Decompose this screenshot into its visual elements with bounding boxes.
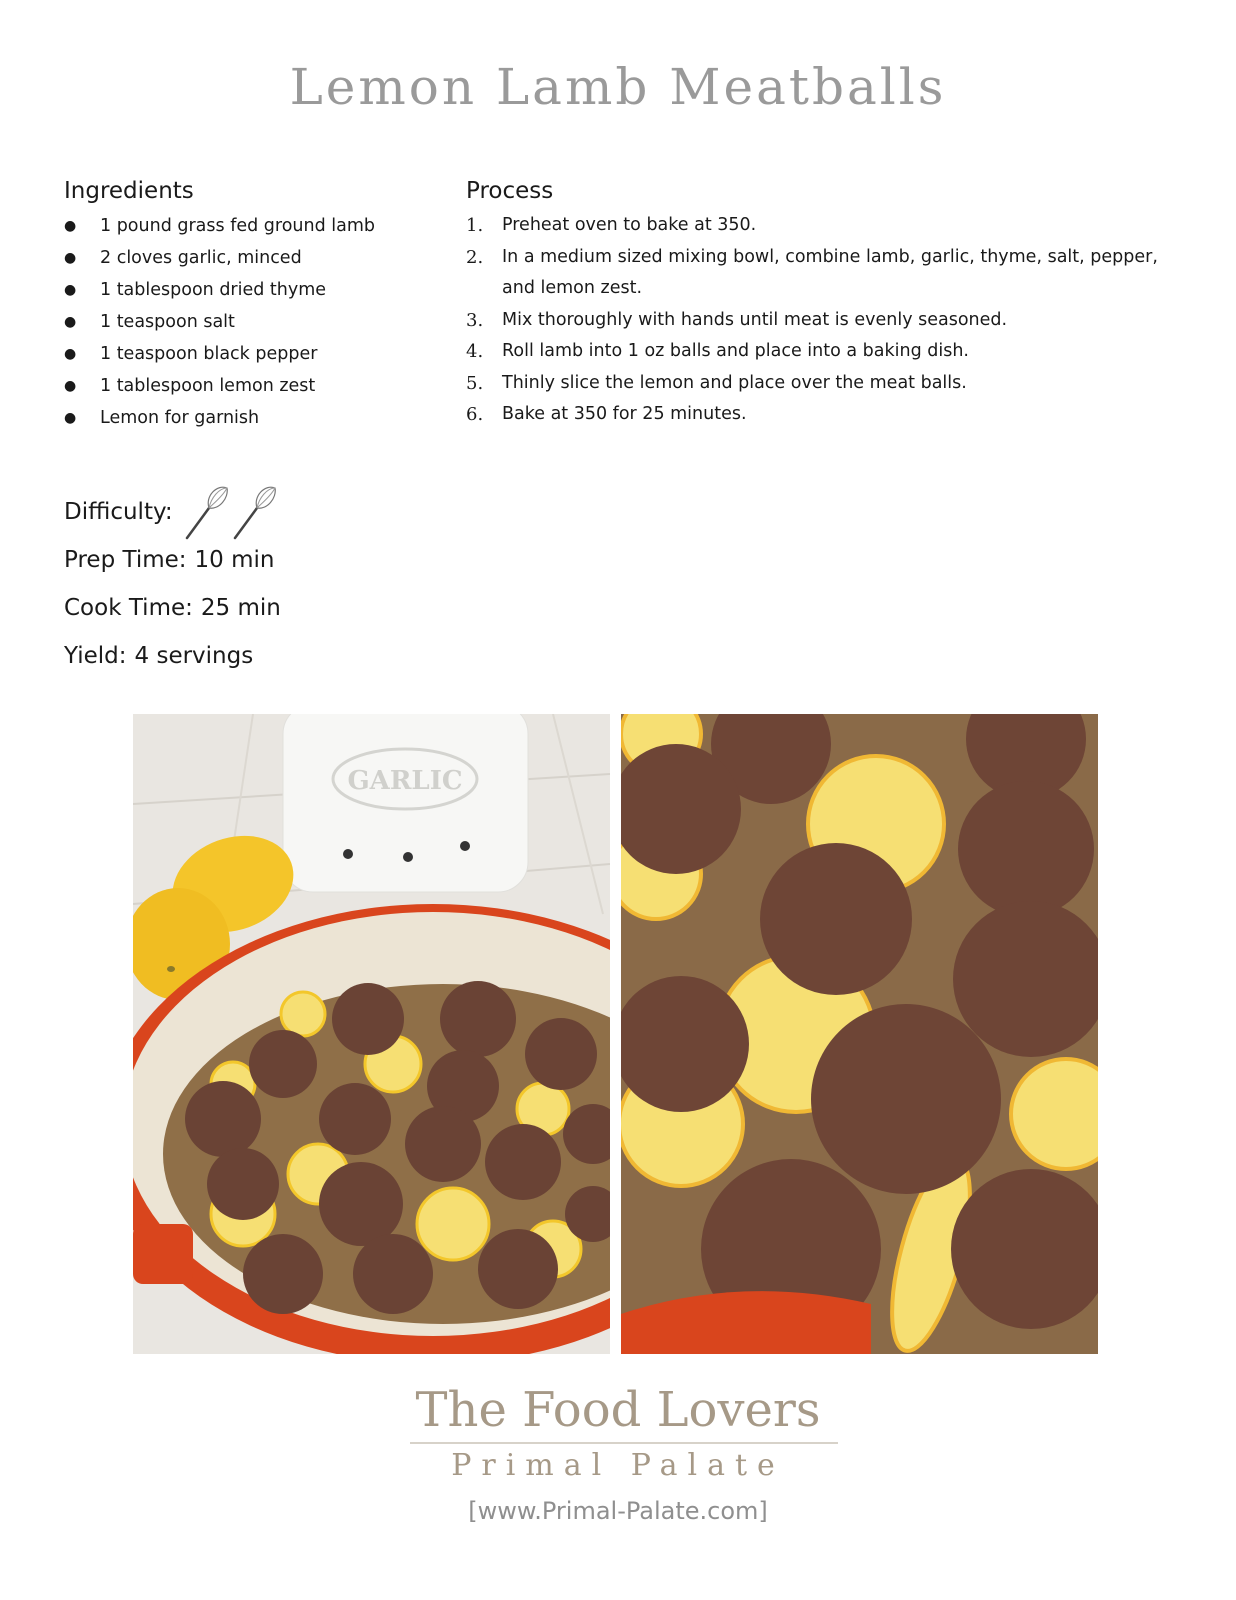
process-step bbox=[466, 242, 1166, 305]
step-text: Thinly slice the lemon and place over the meat balls. bbox=[502, 372, 967, 393]
ingredients-list bbox=[64, 210, 434, 434]
prep-time-row bbox=[64, 536, 281, 584]
bullet-icon: ● bbox=[64, 314, 77, 330]
process-steps bbox=[466, 210, 1166, 431]
bullet-icon: ● bbox=[64, 250, 77, 266]
recipe-title: Lemon Lamb Meatballs bbox=[289, 58, 947, 116]
ingredient-text: 1 tablespoon dried thyme bbox=[100, 280, 327, 300]
whisk-icon bbox=[183, 482, 231, 542]
process-step bbox=[466, 210, 1166, 242]
ingredients-section bbox=[64, 178, 434, 434]
ingredient-text: Lemon for garnish bbox=[100, 408, 260, 428]
bullet-icon: ● bbox=[64, 282, 77, 298]
footer-divider bbox=[410, 1442, 838, 1444]
step-text: Bake at 350 for 25 minutes. bbox=[502, 404, 747, 424]
footer-subbrand: Primal Palate bbox=[451, 1448, 785, 1483]
photo-meatballs-closeup bbox=[621, 714, 1098, 1354]
process-step bbox=[466, 336, 1166, 368]
yield-row bbox=[64, 632, 281, 680]
ingredient-item bbox=[64, 242, 434, 274]
bullet-icon: ● bbox=[64, 410, 77, 426]
ingredients-heading: Ingredients bbox=[64, 178, 194, 204]
bullet-icon: ● bbox=[64, 378, 77, 394]
process-step bbox=[466, 305, 1166, 337]
prep-time-label: Prep Time: bbox=[64, 547, 187, 573]
ingredient-item bbox=[64, 306, 434, 338]
ingredient-item bbox=[64, 402, 434, 434]
process-step bbox=[466, 399, 1166, 431]
photo-pan-overview bbox=[133, 714, 610, 1354]
step-text: Roll lamb into 1 oz balls and place into a baking dish. bbox=[502, 341, 969, 361]
ingredient-text: 1 teaspoon salt bbox=[100, 312, 235, 332]
cook-time-value: 25 min bbox=[200, 595, 281, 621]
ingredient-text: 1 teaspoon black pepper bbox=[100, 344, 318, 364]
ingredient-item bbox=[64, 338, 434, 370]
process-heading: Process bbox=[466, 178, 554, 204]
footer-brand: The Food Lovers bbox=[415, 1382, 821, 1438]
step-number: 1. bbox=[466, 215, 484, 236]
jar-label: GARLIC bbox=[347, 766, 463, 796]
garlic-jar bbox=[283, 714, 528, 892]
difficulty-rating bbox=[183, 482, 279, 542]
ingredient-item bbox=[64, 274, 434, 306]
yield-value: 4 servings bbox=[134, 643, 254, 669]
difficulty-row bbox=[64, 488, 281, 536]
process-section bbox=[466, 178, 1166, 431]
ingredient-text: 1 tablespoon lemon zest bbox=[100, 376, 316, 396]
step-number: 5. bbox=[466, 372, 484, 394]
bullet-icon: ● bbox=[64, 346, 77, 362]
whisk-icon bbox=[231, 482, 279, 542]
ingredient-text: 1 pound grass fed ground lamb bbox=[100, 216, 376, 236]
step-text: Mix thoroughly with hands until meat is evenly seasoned. bbox=[502, 309, 1008, 330]
ingredient-item bbox=[64, 370, 434, 402]
ingredient-text: 2 cloves garlic, minced bbox=[100, 248, 302, 268]
step-number: 3. bbox=[466, 309, 484, 331]
step-number: 6. bbox=[466, 404, 484, 425]
cook-time-row bbox=[64, 584, 281, 632]
step-number: 4. bbox=[466, 341, 484, 362]
step-text: In a medium sized mixing bowl, combine lamb, garlic, thyme, salt, pepper, and lemon zest. bbox=[502, 246, 1158, 298]
footer-url[interactable]: [www.Primal-Palate.com] bbox=[468, 1497, 768, 1525]
cook-time-label: Cook Time: bbox=[64, 595, 193, 621]
recipe-meta bbox=[64, 488, 281, 680]
step-text: Preheat oven to bake at 350. bbox=[502, 215, 757, 235]
bullet-icon: ● bbox=[64, 218, 77, 234]
ingredient-item bbox=[64, 210, 434, 242]
step-number: 2. bbox=[466, 246, 484, 268]
difficulty-label: Difficulty: bbox=[64, 499, 173, 525]
yield-label: Yield: bbox=[64, 643, 127, 669]
process-step bbox=[466, 368, 1166, 400]
prep-time-value: 10 min bbox=[194, 547, 275, 573]
